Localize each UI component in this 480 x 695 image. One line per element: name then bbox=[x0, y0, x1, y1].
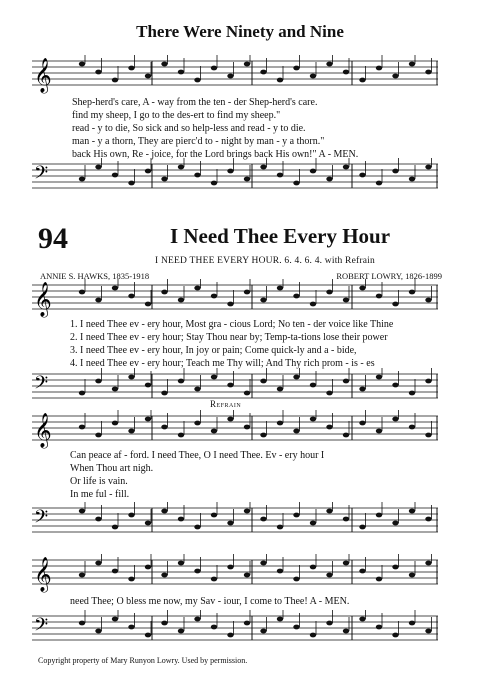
notehead bbox=[293, 66, 299, 71]
notehead bbox=[161, 62, 167, 67]
svg-text:𝄢: 𝄢 bbox=[34, 163, 49, 188]
prev-lyric-2: find my sheep, I go to the des-ert to find my sheep." bbox=[72, 110, 281, 121]
notehead bbox=[161, 509, 167, 514]
notehead bbox=[244, 290, 250, 295]
hymn-number: 94 bbox=[38, 222, 68, 255]
notehead bbox=[112, 286, 118, 291]
notehead bbox=[359, 286, 365, 291]
notehead bbox=[79, 177, 85, 182]
notehead bbox=[260, 561, 266, 566]
notehead bbox=[425, 517, 431, 522]
notehead bbox=[244, 177, 250, 182]
notehead bbox=[376, 625, 382, 630]
notehead bbox=[359, 173, 365, 178]
notehead bbox=[343, 433, 349, 438]
notehead bbox=[392, 74, 398, 79]
notehead bbox=[409, 425, 415, 430]
notehead bbox=[79, 290, 85, 295]
notehead bbox=[293, 429, 299, 434]
svg-text:𝄞: 𝄞 bbox=[34, 557, 52, 592]
notehead bbox=[95, 561, 101, 566]
notehead bbox=[227, 74, 233, 79]
notehead bbox=[227, 417, 233, 422]
notehead bbox=[277, 387, 283, 392]
notehead bbox=[310, 302, 316, 307]
notehead bbox=[310, 633, 316, 638]
notehead bbox=[95, 298, 101, 303]
notehead bbox=[326, 425, 332, 430]
notehead bbox=[128, 66, 134, 71]
svg-text:𝄞: 𝄞 bbox=[34, 58, 52, 93]
notehead bbox=[343, 629, 349, 634]
svg-text:𝄢: 𝄢 bbox=[34, 507, 49, 532]
notehead bbox=[425, 165, 431, 170]
notehead bbox=[178, 70, 184, 75]
notehead bbox=[260, 379, 266, 384]
refrain-label: Refrain bbox=[210, 399, 242, 409]
notehead bbox=[79, 621, 85, 626]
notehead bbox=[260, 433, 266, 438]
notehead bbox=[128, 513, 134, 518]
notehead bbox=[244, 509, 250, 514]
notehead bbox=[260, 70, 266, 75]
notehead bbox=[277, 617, 283, 622]
notehead bbox=[326, 621, 332, 626]
svg-text:𝄢: 𝄢 bbox=[34, 373, 49, 398]
staff-treble-2 bbox=[32, 279, 448, 319]
svg-text:𝄞: 𝄞 bbox=[34, 282, 52, 317]
notehead bbox=[310, 417, 316, 422]
notehead bbox=[211, 625, 217, 630]
notehead bbox=[128, 429, 134, 434]
notehead bbox=[128, 375, 134, 380]
notehead bbox=[326, 573, 332, 578]
refrain-lyric-1: Can peace af - ford. I need Thee, O I need Thee. Ev - ery hour I bbox=[70, 450, 325, 461]
staff-bass-4 bbox=[32, 610, 448, 650]
notehead bbox=[277, 421, 283, 426]
notehead bbox=[161, 177, 167, 182]
prev-lyric-4: man - y a thorn, They are pierc'd to - night by man - y a thorn." bbox=[72, 136, 325, 147]
notehead bbox=[293, 375, 299, 380]
notehead bbox=[277, 173, 283, 178]
notehead bbox=[145, 633, 151, 638]
notehead bbox=[425, 629, 431, 634]
notehead bbox=[260, 298, 266, 303]
notehead bbox=[79, 573, 85, 578]
notehead bbox=[425, 298, 431, 303]
notehead bbox=[95, 517, 101, 522]
notehead bbox=[178, 561, 184, 566]
notehead bbox=[211, 429, 217, 434]
notehead bbox=[145, 417, 151, 422]
notehead bbox=[128, 181, 134, 186]
notehead bbox=[112, 617, 118, 622]
notehead bbox=[227, 521, 233, 526]
verse-3: 3. I need Thee ev - ery hour, In joy or pain; Come quick-ly and a - bide, bbox=[70, 345, 357, 356]
composer-credit: ROBERT LOWRY, 1826-1899 bbox=[336, 271, 442, 281]
notehead bbox=[277, 569, 283, 574]
notehead bbox=[392, 633, 398, 638]
notehead bbox=[326, 290, 332, 295]
notehead bbox=[95, 165, 101, 170]
notehead bbox=[112, 173, 118, 178]
notehead bbox=[409, 621, 415, 626]
notehead bbox=[376, 181, 382, 186]
notehead bbox=[244, 573, 250, 578]
notehead bbox=[95, 629, 101, 634]
notehead bbox=[310, 521, 316, 526]
notehead bbox=[244, 425, 250, 430]
notehead bbox=[227, 565, 233, 570]
notehead bbox=[326, 62, 332, 67]
notehead bbox=[211, 577, 217, 582]
notehead bbox=[194, 569, 200, 574]
notehead bbox=[79, 425, 85, 430]
notehead bbox=[112, 525, 118, 530]
notehead bbox=[260, 165, 266, 170]
notehead bbox=[425, 561, 431, 566]
notehead bbox=[145, 74, 151, 79]
refrain-lyric-4: In me ful - fill. bbox=[70, 489, 130, 500]
author-credit: ANNIE S. HAWKS, 1835-1918 bbox=[40, 271, 150, 281]
notehead bbox=[277, 525, 283, 530]
notehead bbox=[359, 78, 365, 83]
notehead bbox=[392, 383, 398, 388]
notehead bbox=[95, 70, 101, 75]
notehead bbox=[277, 78, 283, 83]
notehead bbox=[277, 286, 283, 291]
notehead bbox=[128, 577, 134, 582]
notehead bbox=[425, 379, 431, 384]
notehead bbox=[392, 521, 398, 526]
notehead bbox=[194, 286, 200, 291]
notehead bbox=[79, 62, 85, 67]
notehead bbox=[343, 379, 349, 384]
notehead bbox=[326, 177, 332, 182]
notehead bbox=[211, 181, 217, 186]
notehead bbox=[161, 573, 167, 578]
notehead bbox=[79, 391, 85, 396]
notehead bbox=[293, 181, 299, 186]
notehead bbox=[178, 298, 184, 303]
notehead bbox=[178, 517, 184, 522]
refrain-lyric-2: When Thou art nigh. bbox=[70, 463, 154, 474]
notehead bbox=[95, 433, 101, 438]
notehead bbox=[112, 569, 118, 574]
tune-meter: I NEED THEE EVERY HOUR. 6. 4. 6. 4. with Refrain bbox=[155, 256, 375, 266]
notehead bbox=[359, 387, 365, 392]
svg-text:𝄢: 𝄢 bbox=[34, 615, 49, 640]
notehead bbox=[310, 383, 316, 388]
notehead bbox=[343, 70, 349, 75]
notehead bbox=[211, 66, 217, 71]
prev-lyric-1: Shep-herd's care, A - way from the ten - der Shep-herd's care. bbox=[72, 97, 318, 108]
notehead bbox=[227, 302, 233, 307]
notehead bbox=[293, 577, 299, 582]
refrain-lyric-3: Or life is vain. bbox=[70, 476, 128, 487]
notehead bbox=[293, 294, 299, 299]
verse-4: 4. I need Thee ev - ery hour; Teach me Thy will; And Thy rich prom - is - es bbox=[70, 358, 375, 369]
notehead bbox=[359, 569, 365, 574]
notehead bbox=[112, 387, 118, 392]
notehead bbox=[409, 177, 415, 182]
svg-text:𝄞: 𝄞 bbox=[34, 413, 52, 448]
notehead bbox=[79, 509, 85, 514]
notehead bbox=[409, 573, 415, 578]
notehead bbox=[128, 294, 134, 299]
notehead bbox=[244, 621, 250, 626]
notehead bbox=[376, 66, 382, 71]
notehead bbox=[161, 425, 167, 430]
copyright-notice: Copyright property of Mary Runyon Lowry. Used by permission. bbox=[38, 656, 248, 665]
notehead bbox=[359, 617, 365, 622]
prev-lyric-3: read - y to die, So sick and so help-less and read - y to die. bbox=[72, 123, 306, 134]
notehead bbox=[178, 379, 184, 384]
notehead bbox=[145, 169, 151, 174]
notehead bbox=[343, 561, 349, 566]
previous-hymn-title: There Were Ninety and Nine bbox=[136, 22, 344, 41]
notehead bbox=[194, 173, 200, 178]
notehead bbox=[178, 629, 184, 634]
notehead bbox=[326, 509, 332, 514]
notehead bbox=[293, 513, 299, 518]
notehead bbox=[376, 375, 382, 380]
notehead bbox=[343, 165, 349, 170]
notehead bbox=[392, 565, 398, 570]
notehead bbox=[145, 521, 151, 526]
notehead bbox=[392, 169, 398, 174]
notehead bbox=[293, 625, 299, 630]
notehead bbox=[376, 513, 382, 518]
notehead bbox=[376, 429, 382, 434]
notehead bbox=[194, 525, 200, 530]
notehead bbox=[310, 565, 316, 570]
notehead bbox=[194, 617, 200, 622]
notehead bbox=[178, 165, 184, 170]
staff-bass-3 bbox=[32, 502, 448, 542]
notehead bbox=[161, 391, 167, 396]
staff-treble-top bbox=[32, 55, 448, 95]
notehead bbox=[95, 379, 101, 384]
notehead bbox=[227, 633, 233, 638]
notehead bbox=[194, 387, 200, 392]
notehead bbox=[161, 621, 167, 626]
notehead bbox=[359, 525, 365, 530]
verse-1: 1. I need Thee ev - ery hour, Most gra - cious Lord; No ten - der voice like Thine bbox=[70, 319, 394, 330]
notehead bbox=[409, 391, 415, 396]
notehead bbox=[244, 391, 250, 396]
notehead bbox=[310, 169, 316, 174]
staff-bass-top bbox=[32, 158, 448, 198]
notehead bbox=[343, 298, 349, 303]
notehead bbox=[112, 78, 118, 83]
notehead bbox=[392, 302, 398, 307]
notehead bbox=[343, 517, 349, 522]
notehead bbox=[310, 74, 316, 79]
notehead bbox=[194, 421, 200, 426]
notehead bbox=[376, 577, 382, 582]
notehead bbox=[425, 70, 431, 75]
notehead bbox=[211, 375, 217, 380]
notehead bbox=[244, 62, 250, 67]
notehead bbox=[409, 62, 415, 67]
notehead bbox=[260, 629, 266, 634]
notehead bbox=[145, 383, 151, 388]
notehead bbox=[227, 169, 233, 174]
notehead bbox=[145, 565, 151, 570]
staff-treble-3 bbox=[32, 410, 448, 450]
final-lyric: need Thee; O bless me now, my Sav - iour, I come to Thee! A - MEN. bbox=[70, 596, 350, 607]
hymn-title: I Need Thee Every Hour bbox=[169, 224, 391, 248]
notehead bbox=[359, 421, 365, 426]
notehead bbox=[161, 290, 167, 295]
notehead bbox=[112, 421, 118, 426]
notehead bbox=[376, 294, 382, 299]
notehead bbox=[211, 513, 217, 518]
notehead bbox=[145, 302, 151, 307]
notehead bbox=[194, 78, 200, 83]
notehead bbox=[227, 383, 233, 388]
notehead bbox=[425, 433, 431, 438]
prev-lyric-5: back His own, Re - joice, for the Lord brings back His own!" A - MEN. bbox=[72, 149, 359, 160]
staff-treble-4 bbox=[32, 554, 448, 594]
notehead bbox=[211, 294, 217, 299]
verse-2: 2. I need Thee ev - ery hour; Stay Thou near by; Temp-ta-tions lose their power bbox=[70, 332, 388, 343]
notehead bbox=[178, 433, 184, 438]
notehead bbox=[326, 391, 332, 396]
notehead bbox=[409, 290, 415, 295]
notehead bbox=[128, 625, 134, 630]
notehead bbox=[260, 517, 266, 522]
notehead bbox=[409, 509, 415, 514]
notehead bbox=[392, 417, 398, 422]
